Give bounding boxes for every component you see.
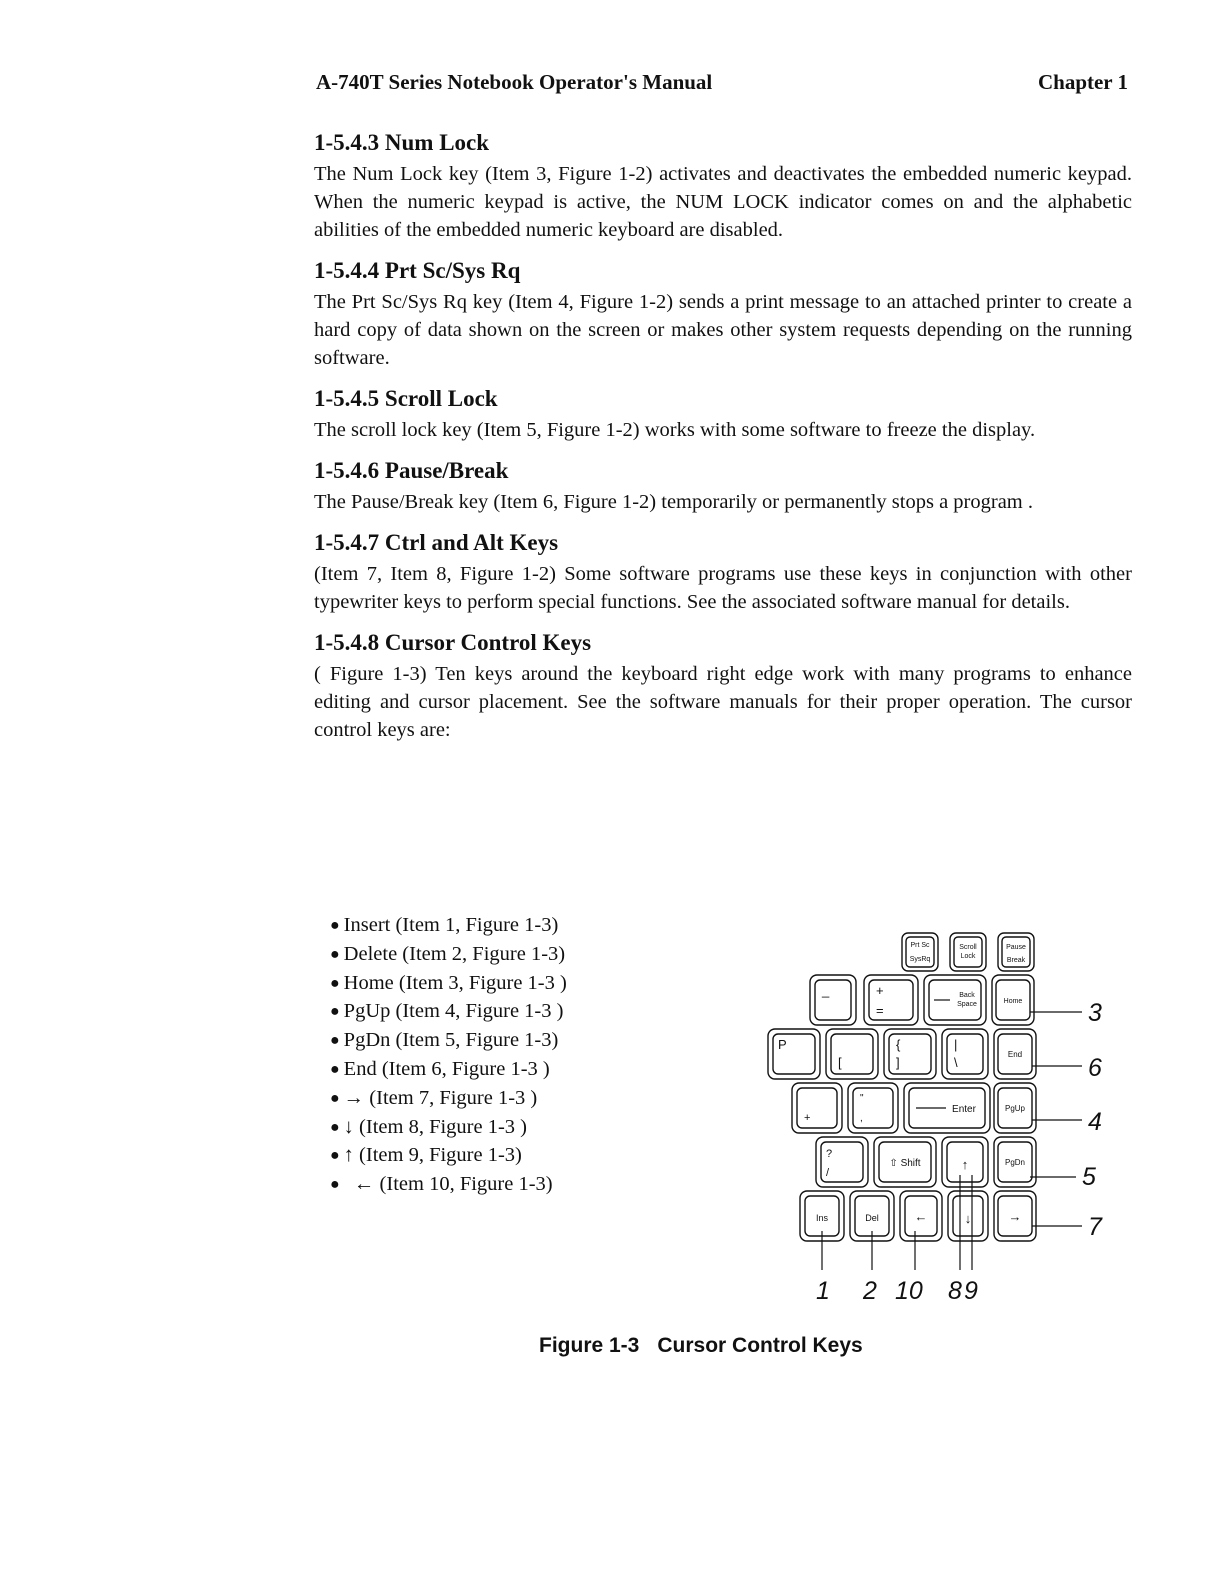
left-arrow-key xyxy=(900,1191,942,1241)
svg-text:+: + xyxy=(876,983,884,998)
section-ctrl-alt xyxy=(314,528,1132,616)
pgdn-key xyxy=(994,1137,1036,1187)
bracket-right-key xyxy=(884,1029,936,1079)
svg-text:End: End xyxy=(1007,1050,1023,1059)
scroll-lock-key xyxy=(950,933,986,971)
svg-text:/: / xyxy=(826,1167,830,1179)
svg-text:|: | xyxy=(954,1037,958,1052)
list-item: ● ← (Item 10, Figure 1-3) xyxy=(330,1173,553,1196)
chapter-label: Chapter 1 xyxy=(1037,70,1128,94)
section-prt-sc xyxy=(314,256,1132,372)
svg-text:[: [ xyxy=(838,1055,842,1070)
section-paragraph: (Item 7, Item 8, Figure 1-2) Some software programs use these keys in conjunction with other typewriter keys to perform special functions. See the associated software manual for details. xyxy=(314,563,1132,613)
p-key xyxy=(768,1029,820,1079)
down-arrow-key xyxy=(948,1191,988,1241)
list-item: ● ↑ (Item 9, Figure 1-3) xyxy=(330,1144,522,1167)
section-heading: 1-5.4.6 Pause/Break xyxy=(314,458,509,483)
svg-text:P: P xyxy=(778,1037,787,1052)
callout-5: 5 xyxy=(1082,1163,1096,1191)
backspace-key xyxy=(924,975,986,1025)
section-paragraph: ( Figure 1-3) Ten keys around the keyboard right edge work with many programs to enhance editing and cursor placement. See the software manuals for their proper operation. The cursor control keys are: xyxy=(314,663,1132,741)
bullet-icon: ● xyxy=(330,1118,340,1136)
figure-caption xyxy=(539,1334,959,1358)
bullet-icon: ● xyxy=(330,945,340,963)
arrow-up-icon: ↑ xyxy=(961,1157,969,1172)
arrow-right-icon: → xyxy=(1008,1209,1022,1224)
svg-text:⇧ Shift: ⇧ Shift xyxy=(889,1158,921,1169)
callout-4: 4 xyxy=(1088,1108,1102,1136)
cursor-key-list xyxy=(330,912,650,1200)
bullet-icon: ● xyxy=(330,1089,340,1107)
quote-key xyxy=(848,1083,898,1133)
svg-text:Home: Home xyxy=(1003,998,1023,1005)
list-item: ● PgDn (Item 5, Figure 1-3) xyxy=(330,1029,559,1052)
svg-text:Pause: Pause xyxy=(1006,944,1026,951)
svg-text:Space: Space xyxy=(957,1001,977,1008)
backslash-key xyxy=(942,1029,988,1079)
section-paragraph: The Num Lock key (Item 3, Figure 1-2) activates and deactivates the embedded numeric keypad. When the numeric keypad is active, the NUM LOCK indicator comes on and the alphabetic abilities of the embedded numeric keyboard are disabled. xyxy=(314,163,1132,241)
svg-text:_: _ xyxy=(822,983,830,998)
section-pause-break xyxy=(314,456,1132,516)
figure-title: Cursor Control Keys xyxy=(657,1334,863,1357)
svg-text:Lock: Lock xyxy=(960,953,976,960)
section-paragraph: The scroll lock key (Item 5, Figure 1-2) works with some software to freeze the display. xyxy=(314,419,1036,441)
svg-text:": " xyxy=(860,1093,864,1104)
list-item: ● Insert (Item 1, Figure 1-3) xyxy=(330,914,559,936)
callout-6: 6 xyxy=(1088,1054,1102,1082)
section-heading: 1-5.4.4 Prt Sc/Sys Rq xyxy=(314,258,521,283)
end-key xyxy=(994,1029,1036,1079)
list-item: ● → (Item 7, Figure 1-3 ) xyxy=(330,1086,538,1109)
svg-text:=: = xyxy=(876,1003,884,1018)
list-item: ● End (Item 6, Figure 1-3 ) xyxy=(330,1057,550,1080)
svg-text:Del: Del xyxy=(865,1213,879,1223)
svg-text:\: \ xyxy=(954,1055,958,1070)
svg-text:Back: Back xyxy=(959,992,975,999)
section-num-lock xyxy=(314,128,1132,244)
section-heading: 1-5.4.8 Cursor Control Keys xyxy=(314,630,592,655)
bracket-left-key xyxy=(826,1029,878,1079)
bullet-icon: ● xyxy=(330,1032,340,1050)
svg-text:Prt Sc: Prt Sc xyxy=(910,942,930,949)
bullet-icon: ● xyxy=(330,1147,340,1165)
list-item: ● PgUp (Item 4, Figure 1-3 ) xyxy=(330,1000,564,1023)
svg-text:{: { xyxy=(896,1037,901,1052)
svg-text:Break: Break xyxy=(1006,957,1026,964)
bullet-icon: ● xyxy=(330,917,340,934)
cursor-keys-diagram xyxy=(760,925,1120,1310)
callout-3: 3 xyxy=(1088,999,1102,1027)
pgup-key xyxy=(994,1083,1036,1133)
list-item: ● ↓ (Item 8, Figure 1-3 ) xyxy=(330,1115,527,1138)
slash-key xyxy=(816,1137,868,1187)
arrow-left-icon: ← xyxy=(914,1209,928,1224)
bullet-icon: ● xyxy=(330,1003,340,1021)
document-body xyxy=(314,128,1132,756)
right-arrow-key xyxy=(994,1191,1036,1241)
section-cursor-control xyxy=(314,628,1132,744)
section-paragraph: The Pause/Break key (Item 6, Figure 1-2) temporarily or permanently stops a program . xyxy=(314,491,1034,513)
minus-key xyxy=(810,975,856,1025)
bullet-icon: ● xyxy=(330,1060,340,1078)
bullet-icon: ● xyxy=(330,1176,340,1194)
equals-key xyxy=(864,975,918,1025)
section-scroll-lock xyxy=(314,384,1132,444)
svg-text:Ins: Ins xyxy=(815,1213,829,1223)
semicolon-key xyxy=(792,1083,842,1133)
callout-1: 1 xyxy=(816,1277,830,1305)
enter-key xyxy=(904,1083,990,1133)
section-heading: 1-5.4.3 Num Lock xyxy=(314,130,490,155)
shift-key xyxy=(874,1137,936,1187)
callout-7: 7 xyxy=(1088,1213,1102,1241)
bullet-icon: ● xyxy=(330,974,340,992)
section-heading: 1-5.4.5 Scroll Lock xyxy=(314,386,498,411)
svg-text:PgDn: PgDn xyxy=(1004,1158,1026,1167)
svg-text:SysRq: SysRq xyxy=(909,956,931,963)
callout-2: 2 xyxy=(863,1277,877,1305)
callout-9: 9 xyxy=(964,1277,978,1305)
callout-8: 8 xyxy=(948,1277,962,1305)
up-arrow-key xyxy=(942,1137,988,1187)
list-item: ● Home (Item 3, Figure 1-3 ) xyxy=(330,971,567,994)
svg-text:+: + xyxy=(804,1112,811,1124)
section-heading: 1-5.4.7 Ctrl and Alt Keys xyxy=(314,530,559,555)
section-paragraph: The Prt Sc/Sys Rq key (Item 4, Figure 1-2) sends a print message to an attached printer to create a hard copy of data shown on the screen or makes other system requests depending on the running software. xyxy=(314,291,1132,369)
manual-title: A-740T Series Notebook Operator's Manual xyxy=(316,70,713,94)
svg-text:Scroll: Scroll xyxy=(959,944,977,951)
home-key xyxy=(992,975,1034,1025)
figure-number: Figure 1-3 xyxy=(539,1334,640,1357)
list-item: ● Delete (Item 2, Figure 1-3) xyxy=(330,942,566,965)
svg-text:]: ] xyxy=(896,1055,900,1070)
svg-text:,: , xyxy=(860,1113,863,1124)
svg-text:Enter: Enter xyxy=(952,1104,976,1115)
prtsc-key xyxy=(902,933,938,971)
svg-text:PgUp: PgUp xyxy=(1004,1104,1026,1113)
pause-break-key xyxy=(998,933,1034,971)
svg-text:?: ? xyxy=(826,1148,833,1160)
arrow-down-icon: ↓ xyxy=(964,1211,972,1226)
callout-10: 10 xyxy=(895,1277,923,1305)
